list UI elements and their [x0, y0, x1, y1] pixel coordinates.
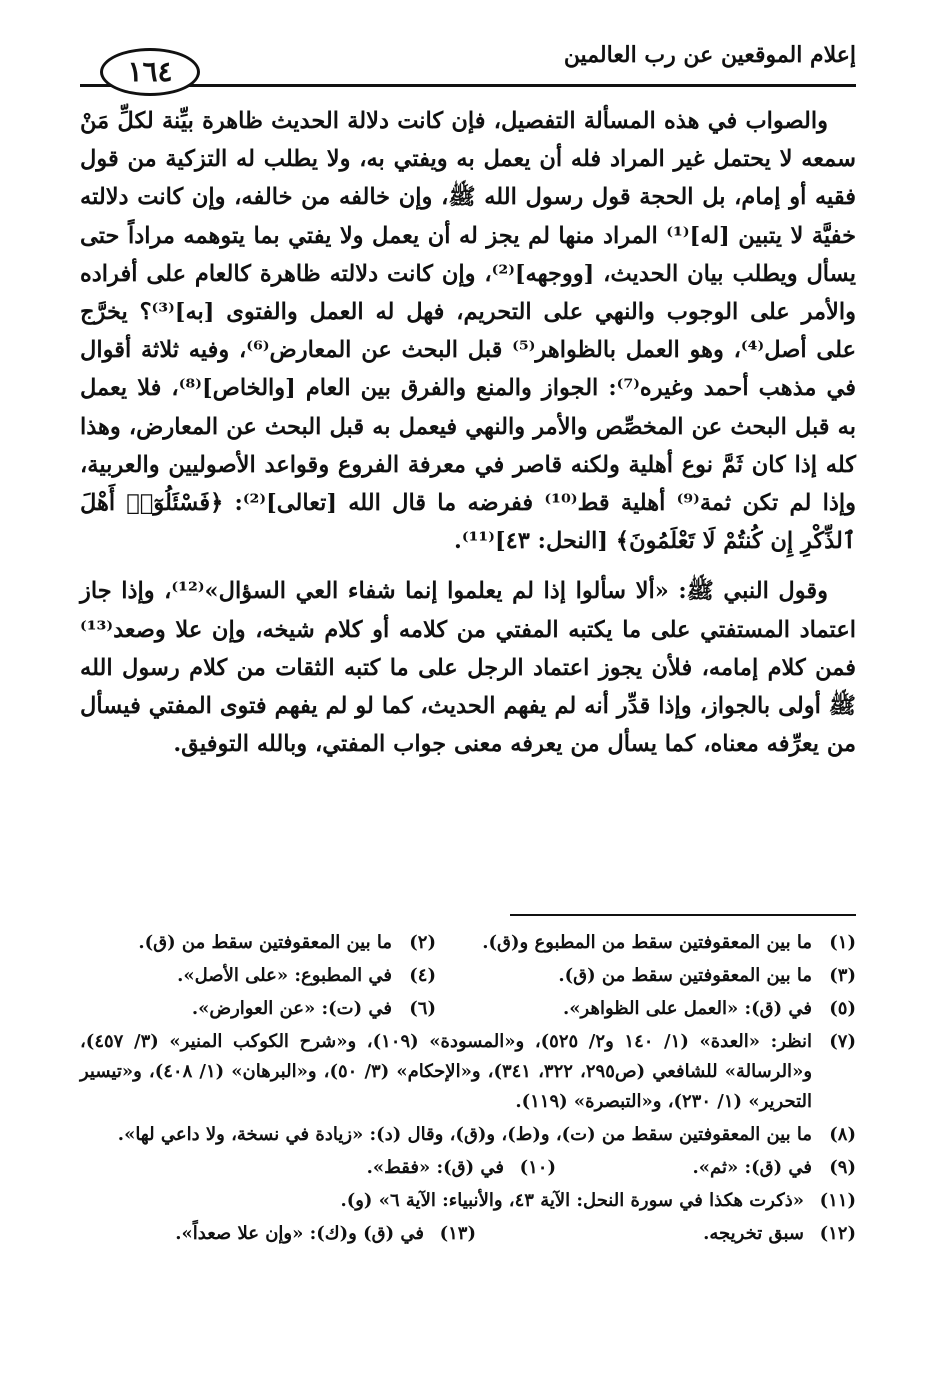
footnote-row [80, 961, 856, 991]
footnote-text: ما بين المعقوفتين سقط من (ت)، و(ط)، و(ق)، وقال (د): «زيادة في نسخة، ولا داعي لها». [117, 1124, 812, 1145]
footnote-text: في (ق): «العمل على الظواهر». [563, 998, 812, 1019]
footnote-number: (٨) [829, 1124, 856, 1145]
footnote-text: في (ق) و(ك): «وإن علا صعداً». [175, 1223, 424, 1244]
footnote-number: (٢) [409, 932, 436, 953]
footnote-number: (٥) [829, 998, 856, 1019]
footnote-text: ما بين المعقوفتين سقط من (ق). [558, 965, 812, 986]
footnote [146, 1219, 476, 1249]
footnote [556, 1153, 856, 1183]
footnote-number: (١٢) [819, 1223, 856, 1244]
main-text [80, 102, 856, 763]
footnote-row [80, 994, 856, 1024]
footnote-text: في المطبوع: «على الأصل». [177, 965, 392, 986]
footnote-row [80, 1027, 856, 1117]
footnote-number: (١٠) [519, 1157, 556, 1178]
footnote-number: (٤) [409, 965, 436, 986]
header-rule [80, 84, 856, 87]
footnote [80, 1027, 856, 1117]
footnote [106, 928, 436, 958]
footnote [80, 1186, 856, 1216]
footnote-text: في (ق): «ثم». [692, 1157, 812, 1178]
footnote [436, 928, 856, 958]
footnote-row [80, 1219, 856, 1249]
footnote-number: (١١) [819, 1190, 856, 1211]
footnote-text: «ذكرت هكذا في سورة النحل: الآية ٤٣، والأنبياء: الآية ٦» (و). [340, 1190, 804, 1211]
footnote-text: انظر: «العدة» (١/ ١٤٠ و٢/ ٥٢٥)، و«المسودة» (١٠٩)، و«شرح الكوكب المنير» (٣/ ٤٥٧)، و«الرسالة» للشافعي (ص٢٩٥، ٣٢٢، ٣٤١)، و«الإحكام» (٣/ ٥٠)، و«البرهان» (١/ ٤٠٨)، و«تيسير التحرير» (١/ ٢٣٠)، و«التبصرة» (١١٩). [80, 1031, 813, 1112]
paragraph: وقول النبي ﷺ: «ألا سألوا إذا لم يعلموا إنما شفاء العي السؤال»⁽¹²⁾، وإذا جاز اعتماد المستفتي على ما يكتبه المفتي من كلامه أو كلام شيخه، وإن علا وصعد⁽¹³⁾ فمن كلام إمامه، فلأن يجوز اعتماد الرجل على ما كتبه الثقات من كلام رسول الله ﷺ أولى بالجواز، وإذا قدِّر أنه لم يفهم الحديث، كما لو لم يفهم فتوى المفتي فيسأل من يعرِّفه معناه، كما يسأل من يعرفه معنى جواب المفتي، وبالله التوفيق. [80, 578, 856, 758]
page-header [80, 38, 856, 98]
footnote [476, 1219, 856, 1249]
footnote-number: (٧) [829, 1031, 856, 1052]
footnotes [80, 928, 856, 1252]
page-number: ١٦٤ [100, 48, 200, 96]
footnote [106, 961, 436, 991]
running-title: إعلام الموقعين عن رب العالمين [563, 42, 856, 68]
footnote-number: (٦) [409, 998, 436, 1019]
footnote-row [80, 1186, 856, 1216]
footnote [436, 961, 856, 991]
footnote-number: (١) [829, 932, 856, 953]
footnote-text: في (ت): «عن العوارض». [191, 998, 392, 1019]
footnote-row [80, 928, 856, 958]
footnote-text: سبق تخريجه. [703, 1223, 804, 1244]
footnote [256, 1153, 556, 1183]
footnote-row [80, 1120, 856, 1150]
footnote-separator [510, 914, 856, 916]
paragraph: والصواب في هذه المسألة التفصيل، فإن كانت دلالة الحديث ظاهرة بيِّنة لكلِّ مَنْ سمعه لا يحتمل غير المراد فله أن يعمل به ويفتي به، ولا يطلب له التزكية من قول فقيه أو إمام، بل الحجة قول رسول الله ﷺ، وإن خالفه من خالفه، وإن كانت دلالته خفيَّة لا يتبين [له]⁽¹⁾ المراد منها لم يجز له أن يعمل ولا يفتي بما يتوهمه مراداً حتى يسأل ويطلب بيان الحديث، [ووجهه]⁽²⁾، وإن كانت دلالته ظاهرة كالعام على أفراده والأمر على الوجوب والنهي على التحريم، فهل له العمل والفتوى [به]⁽³⁾؟ يخرَّج على أصل⁽⁴⁾، وهو العمل بالظواهر⁽⁵⁾ قبل البحث عن المعارض⁽⁶⁾، وفيه ثلاثة أقوال في مذهب أحمد وغيره⁽⁷⁾: الجواز والمنع والفرق بين العام [والخاص]⁽⁸⁾، فلا يعمل به قبل البحث عن المخصِّص والأمر والنهي فيعمل به قبل البحث عن المعارض، وهذا كله إذا كان ثَمَّ نوع أهلية ولكنه قاصر في معرفة الفروع وقواعد الأصوليين والعربية، وإذا لم تكن ثمة⁽⁹⁾ أهلية قط⁽¹⁰⁾ ففرضه ما قال الله [تعالى]⁽²⁾: ﴿فَسْئَلُوٓا۟ أَهْلَ ٱلذِّكْرِ إِن كُنتُمْ لَا تَعْلَمُونَ﴾ [النحل: ٤٣]⁽¹¹⁾. [80, 108, 856, 555]
footnote-text: ما بين المعقوفتين سقط من (ق). [138, 932, 392, 953]
footnote-row [80, 1153, 856, 1183]
footnote [80, 1120, 856, 1150]
footnote [436, 994, 856, 1024]
footnote-number: (٩) [829, 1157, 856, 1178]
footnote-number: (١٣) [439, 1223, 476, 1244]
footnote [106, 994, 436, 1024]
footnote-text: ما بين المعقوفتين سقط من المطبوع و(ق). [482, 932, 812, 953]
footnote-number: (٣) [829, 965, 856, 986]
footnote-text: في (ق): «فقط». [366, 1157, 504, 1178]
